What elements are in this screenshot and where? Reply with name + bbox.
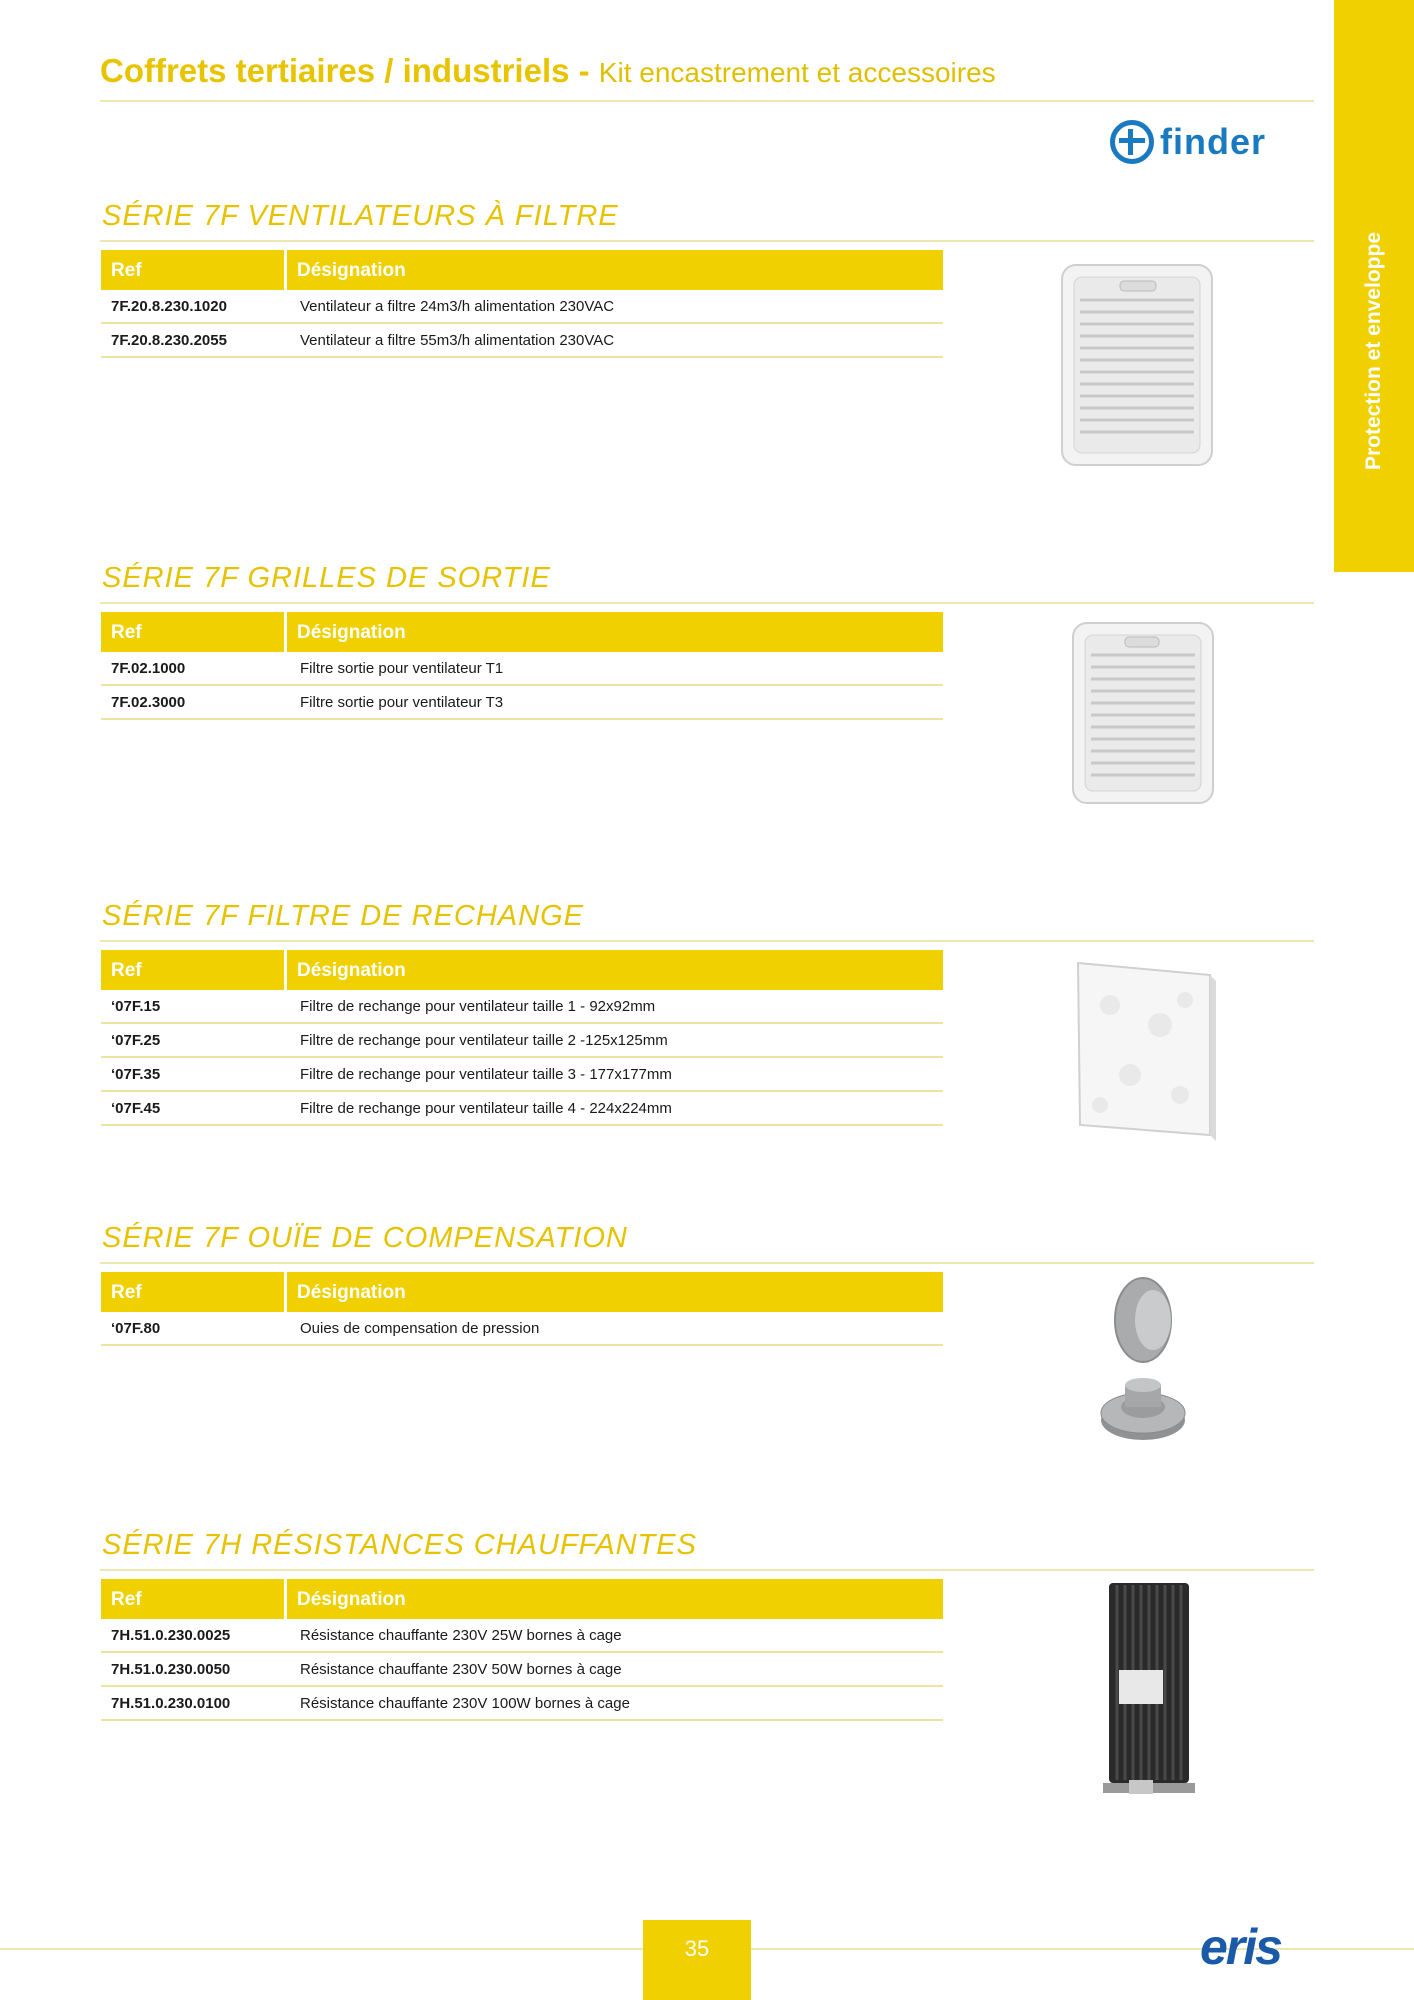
ref-cell: 7H.51.0.230.0100 <box>111 1695 231 1712</box>
section-title-ventilateurs: SÉRIE 7F VENTILATEURS À FILTRE <box>102 200 619 232</box>
ref-cell: ‘07F.25 <box>111 1032 161 1049</box>
finder-logo-icon <box>1110 120 1154 164</box>
col-ref-header: Ref <box>111 1589 142 1610</box>
table-header <box>101 1579 943 1619</box>
table-ouie <box>101 1272 943 1346</box>
table-header <box>101 250 943 290</box>
ref-cell: 7F.02.3000 <box>111 694 186 711</box>
page-title <box>100 52 996 90</box>
col-designation-header: Désignation <box>297 1282 406 1303</box>
ref-cell: ‘07F.15 <box>111 998 161 1015</box>
col-ref-header: Ref <box>111 1282 142 1303</box>
table-row <box>101 686 943 720</box>
side-tab-text <box>1334 0 1414 572</box>
designation-cell: Ventilateur a filtre 55m3/h alimentation 230VAC <box>300 332 615 349</box>
pressure-vent-image <box>1095 1275 1205 1455</box>
table-header <box>101 612 943 652</box>
section-rule <box>100 1262 1314 1264</box>
page-number-box <box>643 1920 751 2000</box>
designation-cell: Filtre de rechange pour ventilateur taille 3 - 177x177mm <box>300 1066 672 1083</box>
ref-cell: 7F.20.8.230.1020 <box>111 298 227 315</box>
ref-cell: ‘07F.80 <box>111 1320 161 1337</box>
designation-cell: Résistance chauffante 230V 50W bornes à cage <box>300 1661 622 1678</box>
page-title-light: Kit encastrement et accessoires <box>598 57 996 88</box>
designation-cell: Résistance chauffante 230V 25W bornes à cage <box>300 1627 622 1644</box>
col-ref-header: Ref <box>111 260 142 281</box>
table-row <box>101 1024 943 1058</box>
designation-cell: Filtre sortie pour ventilateur T1 <box>300 660 504 677</box>
table-row <box>101 1092 943 1126</box>
section-title-ouie: SÉRIE 7F OUÏE DE COMPENSATION <box>102 1222 628 1254</box>
replacement-filter-image <box>1070 955 1220 1145</box>
section-title-resistances: SÉRIE 7H RÉSISTANCES CHAUFFANTES <box>102 1529 697 1561</box>
section-rule <box>100 940 1314 942</box>
ref-cell: ‘07F.35 <box>111 1066 161 1083</box>
table-row <box>101 1312 943 1346</box>
designation-cell: Filtre de rechange pour ventilateur taille 4 - 224x224mm <box>300 1100 672 1117</box>
col-ref-header: Ref <box>111 622 142 643</box>
table-row <box>101 1653 943 1687</box>
ref-cell: 7H.51.0.230.0050 <box>111 1661 231 1678</box>
side-tab-label: Protection et enveloppe <box>1362 231 1386 471</box>
table-row <box>101 990 943 1024</box>
table-header <box>101 1272 943 1312</box>
table-row <box>101 652 943 686</box>
designation-cell: Filtre de rechange pour ventilateur taille 1 - 92x92mm <box>300 998 656 1015</box>
section-title-grilles: SÉRIE 7F GRILLES DE SORTIE <box>102 562 551 594</box>
table-row <box>101 1058 943 1092</box>
section-title-filtre: SÉRIE 7F FILTRE DE RECHANGE <box>102 900 584 932</box>
ref-cell: 7H.51.0.230.0025 <box>111 1627 231 1644</box>
designation-cell: Ventilateur a filtre 24m3/h alimentation 230VAC <box>300 298 615 315</box>
section-rule <box>100 1569 1314 1571</box>
finder-logo <box>1110 120 1266 164</box>
ref-cell: 7F.02.1000 <box>111 660 186 677</box>
table-row <box>101 1619 943 1653</box>
ref-cell: 7F.20.8.230.2055 <box>111 332 227 349</box>
exit-grille-image <box>1065 615 1225 815</box>
col-designation-header: Désignation <box>297 960 406 981</box>
header-rule <box>100 100 1314 102</box>
table-resistances <box>101 1579 943 1721</box>
table-row <box>101 1687 943 1721</box>
heater-image <box>1095 1575 1205 1805</box>
eris-logo: eris <box>1200 1919 1281 1975</box>
table-ventilateurs <box>101 250 943 358</box>
page-number: 35 <box>684 1936 710 1961</box>
designation-cell: Ouies de compensation de pression <box>300 1320 540 1337</box>
table-row <box>101 290 943 324</box>
col-designation-header: Désignation <box>297 622 406 643</box>
col-ref-header: Ref <box>111 960 142 981</box>
table-header <box>101 950 943 990</box>
col-designation-header: Désignation <box>297 260 406 281</box>
ref-cell: ‘07F.45 <box>111 1100 161 1117</box>
section-rule <box>100 602 1314 604</box>
table-grilles <box>101 612 943 720</box>
designation-cell: Filtre de rechange pour ventilateur taille 2 -125x125mm <box>300 1032 668 1049</box>
designation-cell: Filtre sortie pour ventilateur T3 <box>300 694 504 711</box>
col-designation-header: Désignation <box>297 1589 406 1610</box>
designation-cell: Résistance chauffante 230V 100W bornes à cage <box>300 1695 630 1712</box>
table-filtre <box>101 950 943 1126</box>
section-rule <box>100 240 1314 242</box>
fan-filter-image <box>1050 255 1240 475</box>
finder-logo-text: finder <box>1160 121 1267 162</box>
page-title-strong: Coffrets tertiaires / industriels - <box>100 52 590 89</box>
table-row <box>101 324 943 358</box>
